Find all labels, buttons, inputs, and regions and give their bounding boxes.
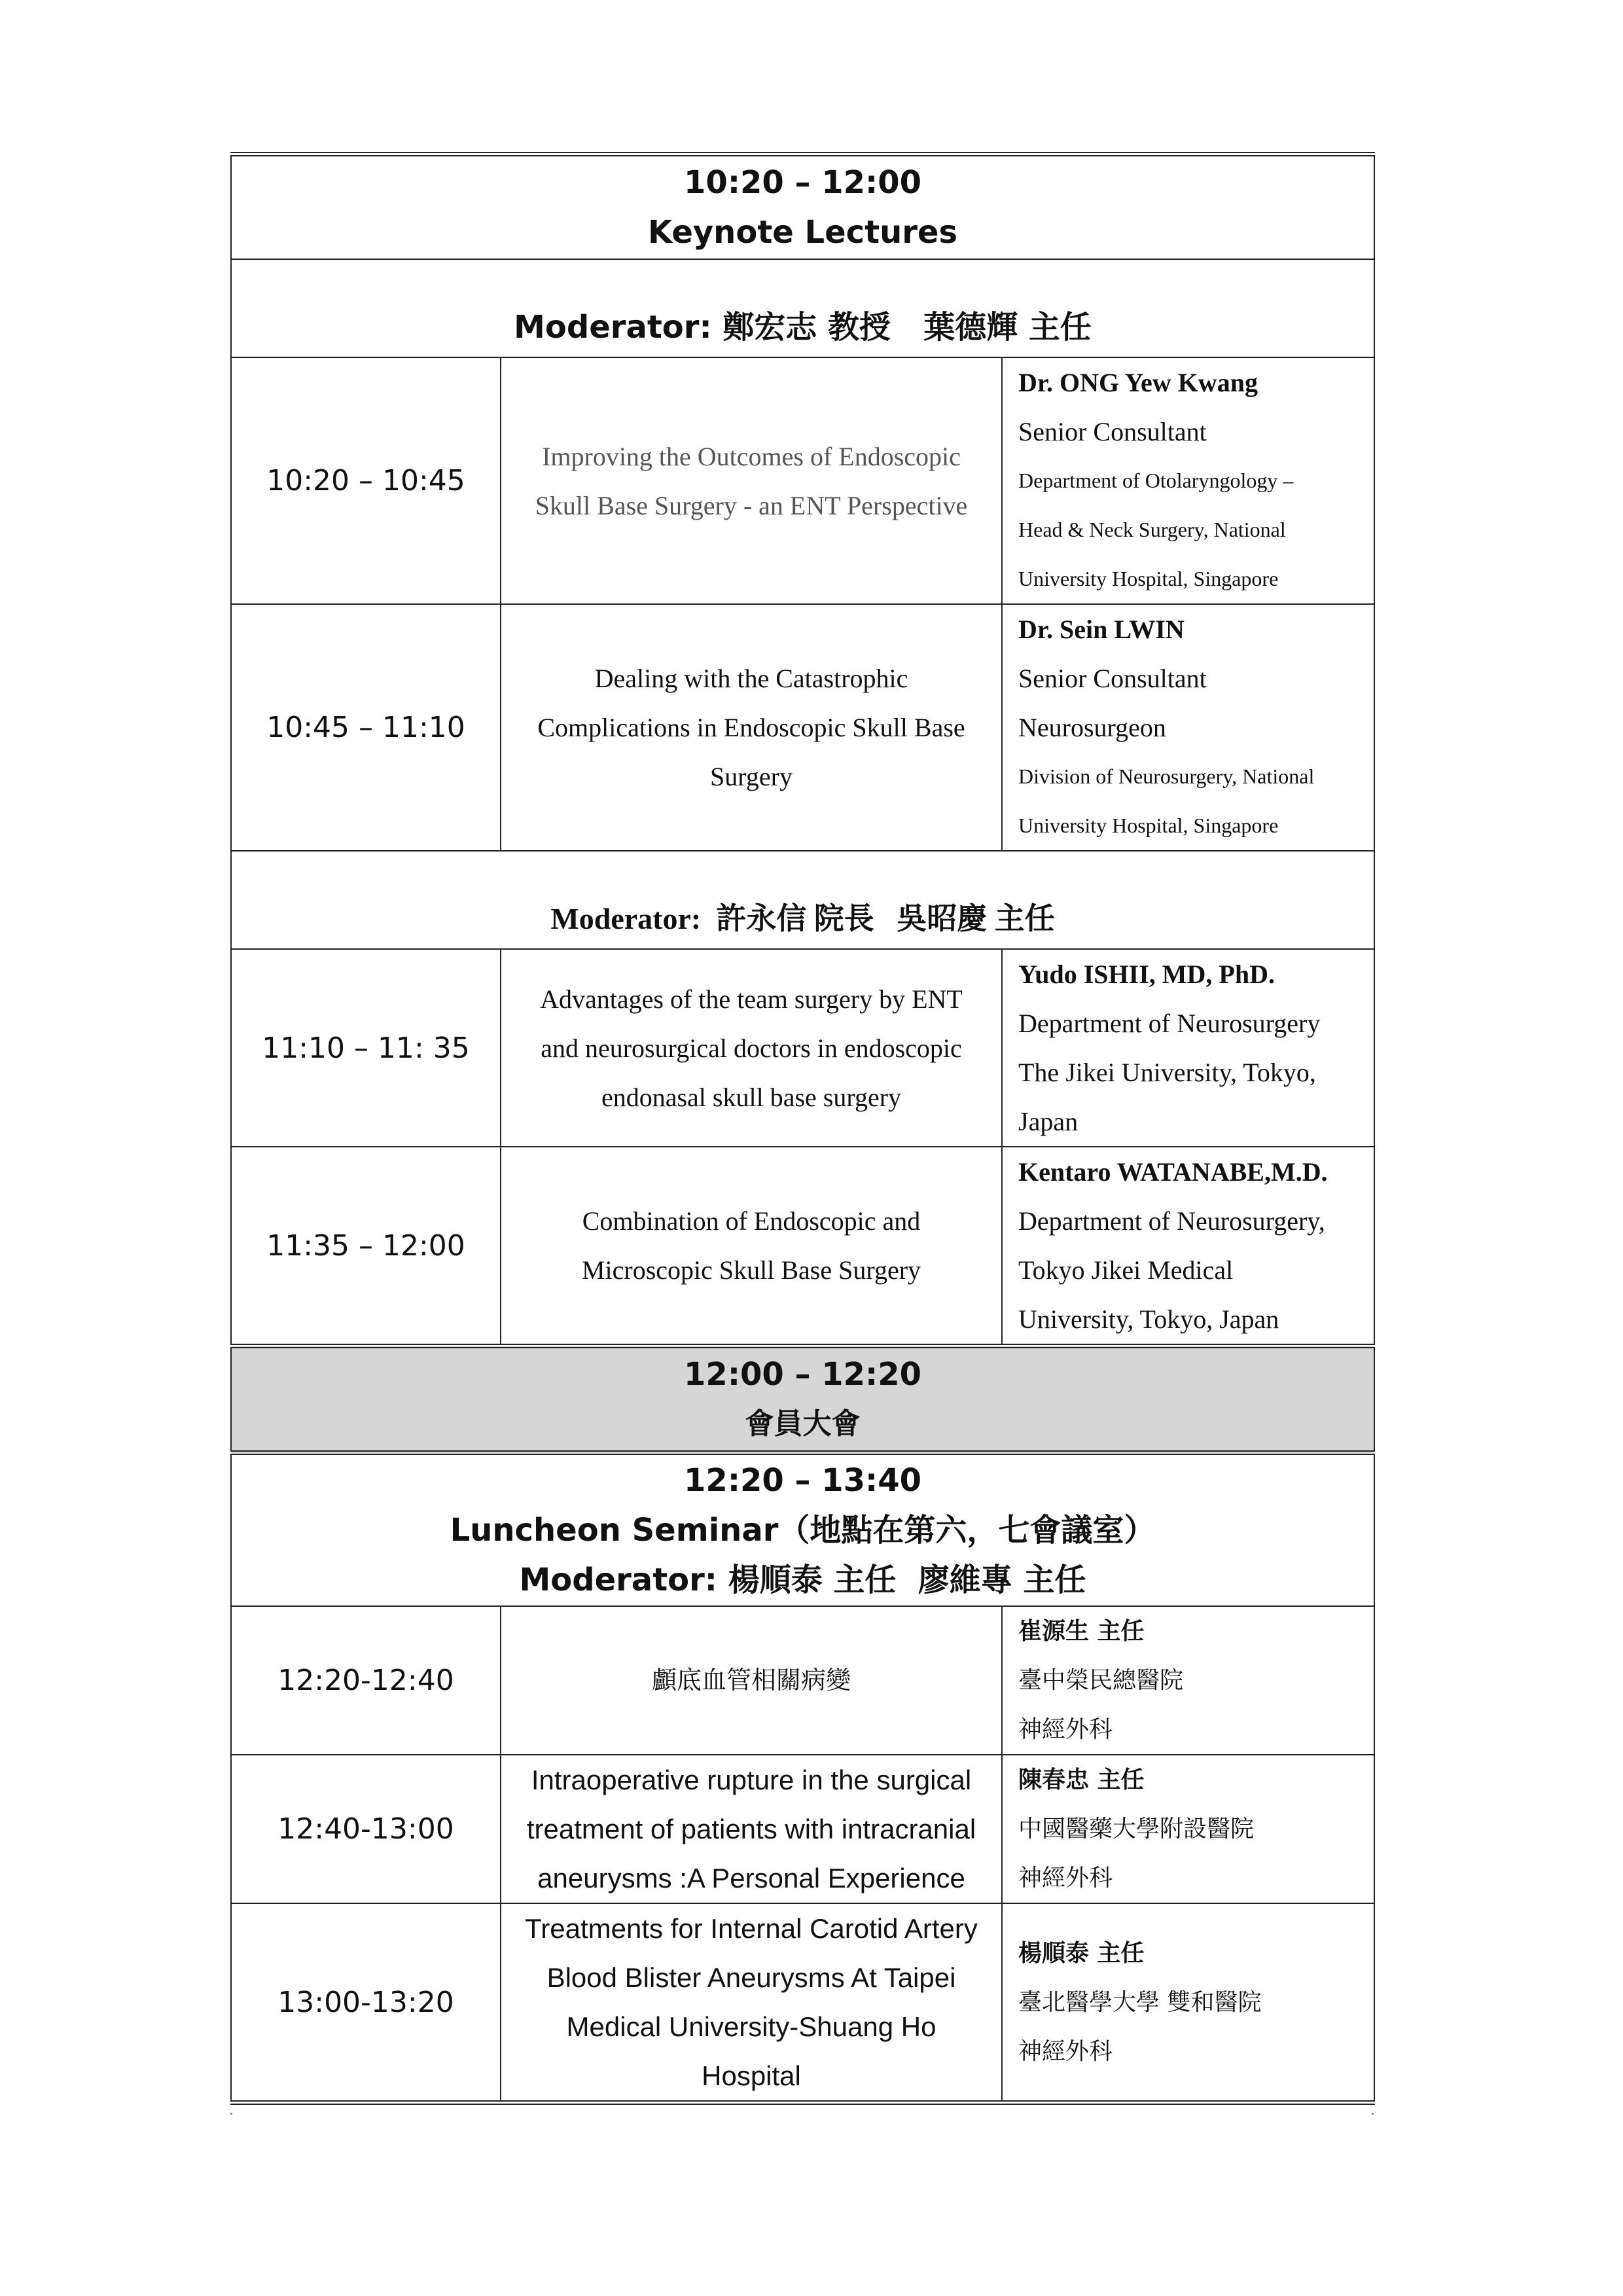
title-line: Skull Base Surgery - an ENT Perspective bbox=[535, 490, 968, 520]
session-time: 12:20-12:40 bbox=[231, 1606, 501, 1755]
speaker-affiliation: 中國醫藥大學附設醫院 bbox=[1018, 1816, 1255, 1842]
speaker-name: Dr. Sein LWIN bbox=[1018, 615, 1185, 644]
speaker-affiliation: 臺北醫學大學 雙和醫院 bbox=[1018, 1988, 1262, 2016]
speaker-affiliation: Department of Otolaryngology – bbox=[1018, 469, 1294, 492]
session-row bbox=[231, 1755, 1374, 1903]
session-row bbox=[231, 1147, 1374, 1346]
moderator-2: Moderator: 許永信 院長 吳昭慶 主任 bbox=[550, 902, 1055, 935]
session-row bbox=[231, 1606, 1374, 1755]
title-line: Dealing with the Catastrophic bbox=[594, 664, 908, 693]
speaker-name: 陳春忠 主任 bbox=[1018, 1766, 1145, 1793]
title-line: Combination of Endoscopic and bbox=[582, 1206, 921, 1236]
title-line: Improving the Outcomes of Endoscopic bbox=[542, 441, 961, 471]
speaker-affiliation: 神經外科 bbox=[1018, 1865, 1113, 1892]
assembly-title: 會員大會 bbox=[745, 1407, 861, 1441]
moderator-row bbox=[231, 851, 1374, 949]
speaker-name: Kentaro WATANABE,M.D. bbox=[1018, 1157, 1328, 1187]
luncheon-time: 12:20 – 13:40 bbox=[684, 1462, 922, 1499]
speaker-role: Senior Consultant bbox=[1018, 664, 1207, 693]
title-line: Surgery bbox=[710, 762, 793, 791]
session-time: 11:35 – 12:00 bbox=[231, 1147, 501, 1346]
title-line: aneurysms :A Personal Experience bbox=[537, 1863, 965, 1893]
title-line: Advantages of the team surgery by ENT bbox=[540, 984, 963, 1014]
moderator-row bbox=[231, 259, 1374, 357]
speaker-affiliation: University Hospital, Singapore bbox=[1018, 567, 1279, 590]
luncheon-header-row bbox=[231, 1453, 1374, 1607]
speaker-affiliation: Tokyo Jikei Medical bbox=[1018, 1255, 1234, 1285]
speaker-affiliation: 神經外科 bbox=[1018, 2037, 1113, 2065]
assembly-row bbox=[231, 1346, 1374, 1453]
session-title bbox=[501, 1903, 1002, 2103]
speaker-cell bbox=[1002, 1755, 1374, 1903]
speaker-cell bbox=[1002, 604, 1374, 851]
session-title bbox=[501, 1755, 1002, 1903]
speaker-affiliation: The Jikei University, Tokyo, bbox=[1018, 1058, 1316, 1087]
title-line: Intraoperative rupture in the surgical bbox=[531, 1765, 972, 1795]
program-table bbox=[230, 152, 1375, 2105]
session-title bbox=[501, 357, 1002, 604]
speaker-affiliation: Japan bbox=[1018, 1107, 1079, 1136]
title-line: Blood Blister Aneurysms At Taipei bbox=[546, 1962, 956, 1993]
title-line: treatment of patients with intracranial bbox=[526, 1814, 976, 1844]
page-mark-right bbox=[1372, 2113, 1374, 2115]
speaker-role: Senior Consultant bbox=[1018, 417, 1207, 446]
speaker-affiliation: Department of Neurosurgery, bbox=[1018, 1206, 1325, 1236]
title-line: Treatments for Internal Carotid Artery bbox=[525, 1913, 978, 1944]
session-title bbox=[501, 1606, 1002, 1755]
speaker-cell bbox=[1002, 1147, 1374, 1346]
speaker-cell bbox=[1002, 1903, 1374, 2103]
speaker-affiliation: University Hospital, Singapore bbox=[1018, 814, 1279, 837]
speaker-affiliation: 臺中榮民總醫院 bbox=[1018, 1667, 1184, 1694]
session-time: 11:10 – 11: 35 bbox=[231, 949, 501, 1147]
session-time: 10:45 – 11:10 bbox=[231, 604, 501, 851]
speaker-affiliation: University, Tokyo, Japan bbox=[1018, 1304, 1279, 1334]
moderator-1: Moderator: 鄭宏志 教授 葉德輝 主任 bbox=[514, 309, 1092, 346]
session-row bbox=[231, 949, 1374, 1147]
session-title bbox=[501, 604, 1002, 851]
session-title bbox=[501, 949, 1002, 1147]
speaker-cell bbox=[1002, 357, 1374, 604]
session-row bbox=[231, 604, 1374, 851]
speaker-name: Dr. ONG Yew Kwang bbox=[1018, 368, 1258, 397]
page-mark-left bbox=[230, 2113, 232, 2115]
speaker-name: 楊順泰 主任 bbox=[1018, 1939, 1145, 1967]
speaker-cell bbox=[1002, 1606, 1374, 1755]
keynote-title: Keynote Lectures bbox=[647, 214, 958, 251]
speaker-affiliation: Division of Neurosurgery, National bbox=[1018, 764, 1315, 788]
speaker-role: Neurosurgeon bbox=[1018, 713, 1166, 742]
title-line: Medical University-Shuang Ho Hospital bbox=[566, 2011, 936, 2091]
title-line: 顱底血管相關病變 bbox=[651, 1666, 851, 1695]
speaker-affiliation: 神經外科 bbox=[1018, 1716, 1113, 1743]
speaker-affiliation: Head & Neck Surgery, National bbox=[1018, 518, 1286, 541]
session-row bbox=[231, 357, 1374, 604]
luncheon-moderator: Moderator: 楊順泰 主任 廖維專 主任 bbox=[519, 1562, 1086, 1598]
session-title bbox=[501, 1147, 1002, 1346]
session-time: 12:40-13:00 bbox=[231, 1755, 501, 1903]
keynote-time: 10:20 – 12:00 bbox=[684, 164, 922, 201]
title-line: and neurosurgical doctors in endoscopic bbox=[541, 1033, 962, 1063]
keynote-header-row bbox=[231, 154, 1374, 260]
session-time: 10:20 – 10:45 bbox=[231, 357, 501, 604]
session-row bbox=[231, 1903, 1374, 2103]
speaker-name: Yudo ISHII, MD, PhD. bbox=[1018, 960, 1275, 989]
session-time: 13:00-13:20 bbox=[231, 1903, 501, 2103]
luncheon-title: Luncheon Seminar（地點在第六，七會議室） bbox=[450, 1512, 1156, 1549]
program-sheet bbox=[230, 152, 1374, 2105]
speaker-cell bbox=[1002, 949, 1374, 1147]
speaker-affiliation: Department of Neurosurgery bbox=[1018, 1009, 1321, 1038]
speaker-name: 崔源生 主任 bbox=[1018, 1617, 1145, 1645]
title-line: endonasal skull base surgery bbox=[601, 1082, 902, 1112]
title-line: Complications in Endoscopic Skull Base bbox=[537, 713, 965, 742]
assembly-time: 12:00 – 12:20 bbox=[684, 1356, 922, 1393]
title-line: Microscopic Skull Base Surgery bbox=[581, 1255, 921, 1285]
